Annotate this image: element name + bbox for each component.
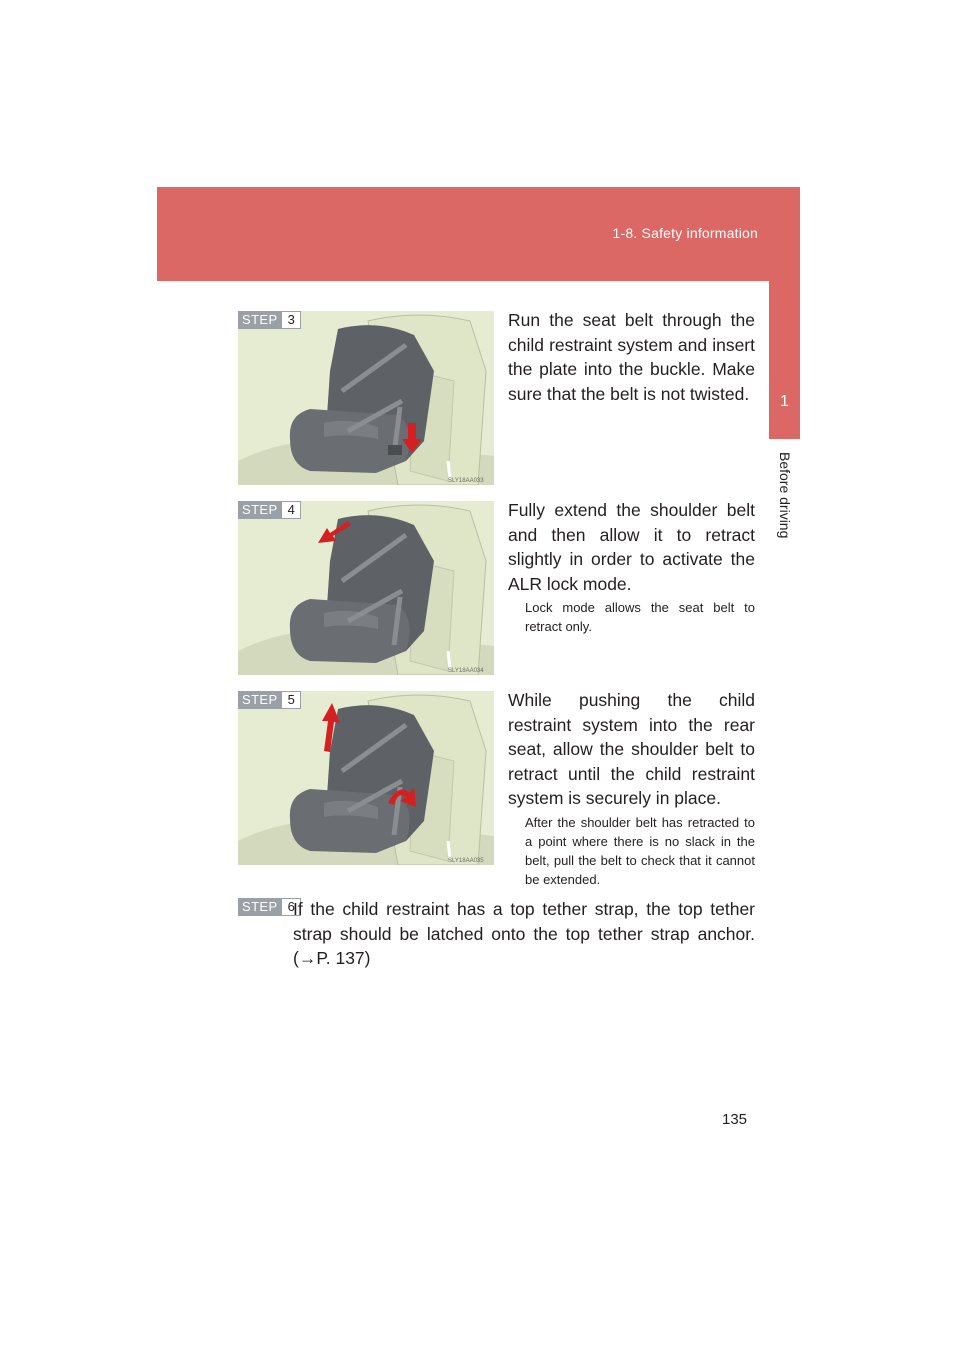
step-4-badge-word: STEP: [239, 502, 282, 518]
step-3-badge: [238, 311, 301, 329]
step-3-badge-number: 3: [287, 312, 295, 327]
step-5-text: While pushing the child restraint system into the rear seat, allow the shoulder belt to retract until the child restraint system is securely in place.: [508, 690, 755, 808]
section-title: 1-8. Safety information: [612, 225, 758, 241]
step-3-badge-word: STEP: [239, 312, 282, 328]
step-4-badge: [238, 501, 301, 519]
step-6-badge: [238, 898, 301, 916]
step-6-badge-number: 6: [287, 899, 295, 914]
chapter-tab: [769, 281, 800, 439]
step-5-illustration: [238, 691, 494, 865]
step-4-illustration: [238, 501, 494, 675]
step-5-badge-word: STEP: [239, 692, 282, 708]
step-4-badge-number: 4: [287, 502, 295, 517]
step-3-image-code: SLY18AA033: [448, 478, 484, 484]
step-5-note: After the shoulder belt has retracted to a point where there is no slack in the belt, pull the belt to check that it cannot be extended.: [525, 815, 755, 887]
step-4-image-code: SLY18AA034: [448, 668, 484, 674]
chapter-number: 1: [780, 393, 789, 410]
step-5-image-code: SLY18AA035: [448, 858, 484, 864]
step-4-text: Fully extend the shoulder belt and then allow it to retract slightly in order to activate the ALR lock mode.: [508, 500, 755, 594]
step-5-badge: [238, 691, 301, 709]
step-3-illustration: [238, 311, 494, 485]
step-6-text: If the child restraint has a top tether strap, the top tether strap should be latched onto the top tether strap anchor. (→P. 137): [293, 899, 755, 968]
step-4-note: Lock mode allows the seat belt to retract only.: [525, 600, 755, 634]
header-band: [157, 187, 800, 281]
step-3-text: Run the seat belt through the child restraint system and insert the plate into the buckle. Make sure that the belt is not twisted.: [508, 310, 755, 404]
step-6-badge-word: STEP: [239, 899, 282, 915]
step-5-badge-number: 5: [287, 692, 295, 707]
page-number: 135: [722, 1111, 748, 1128]
chapter-label: Before driving: [777, 452, 793, 539]
